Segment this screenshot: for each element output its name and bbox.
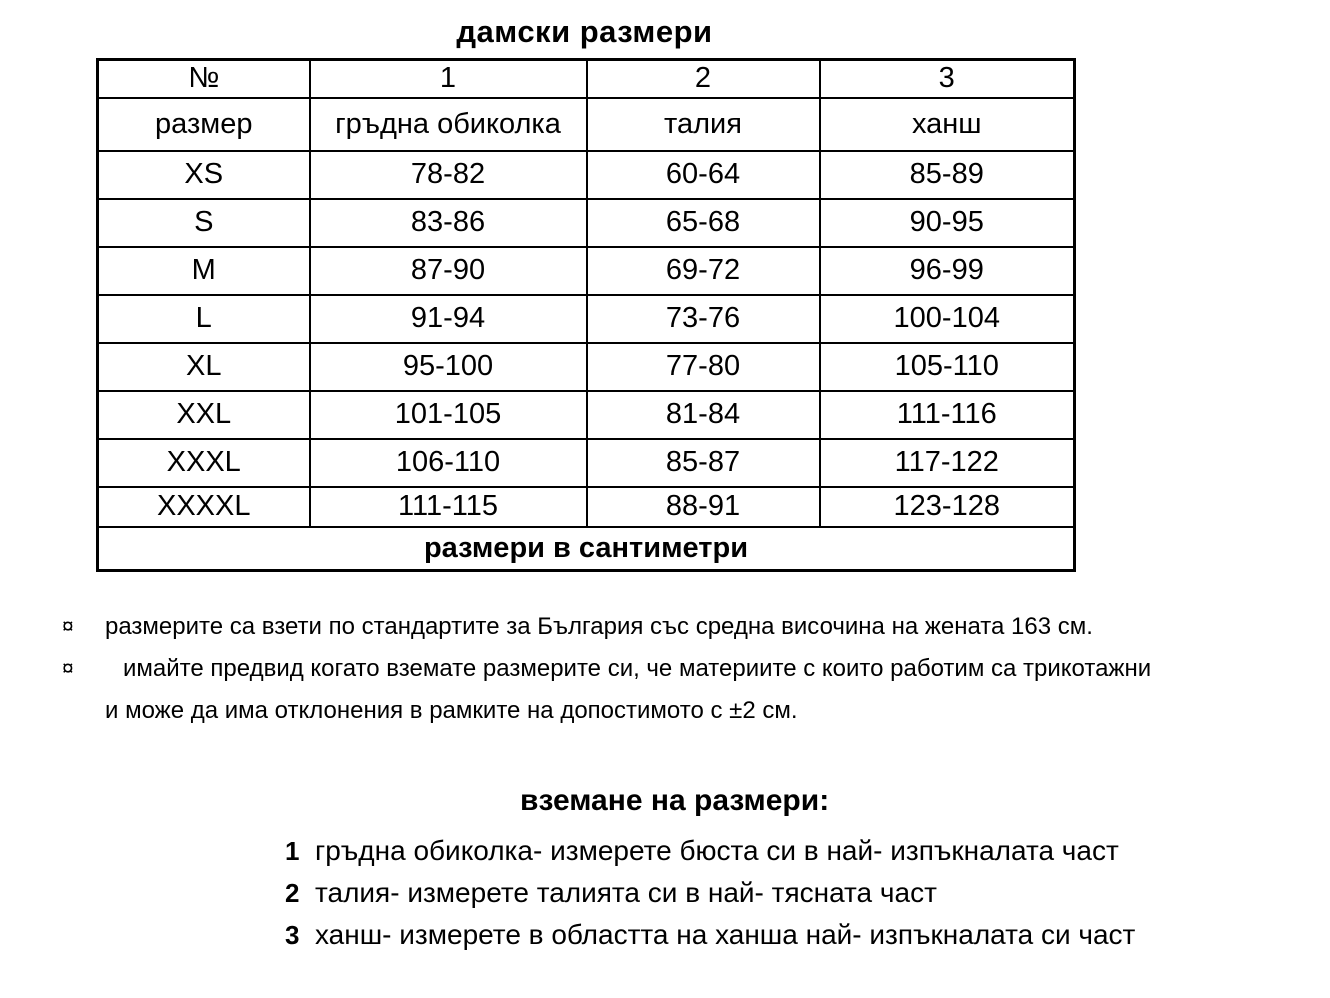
table-footer-row: [98, 527, 1075, 571]
note-item: [62, 648, 1330, 732]
measure-item-number: 1: [285, 836, 300, 866]
measure-item: [285, 830, 1330, 872]
hips-cell: 117-122: [820, 439, 1075, 487]
bullet-icon: ¤: [62, 657, 74, 680]
note-text: [105, 648, 1151, 732]
units-note-cell: размери в сантиметри: [98, 527, 1075, 571]
size-cell: XXL: [98, 391, 310, 439]
table-row: [98, 439, 1075, 487]
chest-cell: 83-86: [310, 199, 587, 247]
size-table: [96, 58, 1076, 572]
column-number-row: [98, 60, 1075, 98]
measure-instructions: [285, 830, 1330, 956]
hips-cell: 90-95: [820, 199, 1075, 247]
table-row: [98, 391, 1075, 439]
note-item: [62, 606, 1330, 648]
waist-cell: 73-76: [587, 295, 820, 343]
waist-cell: 69-72: [587, 247, 820, 295]
table-row: [98, 247, 1075, 295]
note-text: [105, 606, 1093, 648]
page-title: дамски размери: [456, 14, 713, 49]
bullet-icon: ¤: [62, 615, 74, 638]
note-line: и може да има отклонения в рамките на допостимото с ±2 см.: [105, 697, 798, 724]
chest-cell: 87-90: [310, 247, 587, 295]
chest-cell: 106-110: [310, 439, 587, 487]
chest-cell: 101-105: [310, 391, 587, 439]
note-line: имайте предвид когато вземате размерите си, че материите с които работим са трикотажни: [123, 655, 1152, 682]
header-hips-cell: ханш: [820, 98, 1075, 151]
header-chest-cell: гръдна обиколка: [310, 98, 587, 151]
col-number-cell: №: [98, 60, 310, 98]
notes-section: [62, 606, 1330, 732]
col-number-cell: 2: [587, 60, 820, 98]
measure-heading: вземане на размери:: [520, 784, 830, 817]
waist-cell: 85-87: [587, 439, 820, 487]
header-size-cell: размер: [98, 98, 310, 151]
size-cell: XL: [98, 343, 310, 391]
measure-item-text: ханш- измерете в областта на ханша най- изпъкналата си част: [315, 919, 1136, 950]
waist-cell: 60-64: [587, 151, 820, 199]
size-cell: XXXXL: [98, 487, 310, 527]
table-row: [98, 151, 1075, 199]
waist-cell: 65-68: [587, 199, 820, 247]
table-row: [98, 487, 1075, 527]
chest-cell: 91-94: [310, 295, 587, 343]
table-row: [98, 199, 1075, 247]
col-number-cell: 1: [310, 60, 587, 98]
size-cell: L: [98, 295, 310, 343]
measure-item: [285, 914, 1330, 956]
waist-cell: 81-84: [587, 391, 820, 439]
header-waist-cell: талия: [587, 98, 820, 151]
hips-cell: 85-89: [820, 151, 1075, 199]
measure-item-text: гръдна обиколка- измерете бюста си в най- изпъкналата част: [315, 835, 1119, 866]
hips-cell: 111-116: [820, 391, 1075, 439]
chest-cell: 95-100: [310, 343, 587, 391]
size-cell: M: [98, 247, 310, 295]
hips-cell: 123-128: [820, 487, 1075, 527]
size-cell: XXXL: [98, 439, 310, 487]
chest-cell: 111-115: [310, 487, 587, 527]
measure-item-number: 2: [285, 878, 300, 908]
waist-cell: 88-91: [587, 487, 820, 527]
measure-item-text: талия- измерете талията си в най- тясната част: [315, 877, 937, 908]
size-cell: XS: [98, 151, 310, 199]
note-line: размерите са взети по стандартите за България със средна височина на жената 163 см.: [105, 613, 1093, 640]
hips-cell: 100-104: [820, 295, 1075, 343]
waist-cell: 77-80: [587, 343, 820, 391]
chest-cell: 78-82: [310, 151, 587, 199]
table-row: [98, 295, 1075, 343]
measure-item: [285, 872, 1330, 914]
col-number-cell: 3: [820, 60, 1075, 98]
table-row: [98, 343, 1075, 391]
hips-cell: 105-110: [820, 343, 1075, 391]
size-cell: S: [98, 199, 310, 247]
hips-cell: 96-99: [820, 247, 1075, 295]
measure-item-number: 3: [285, 920, 300, 950]
column-header-row: [98, 98, 1075, 151]
